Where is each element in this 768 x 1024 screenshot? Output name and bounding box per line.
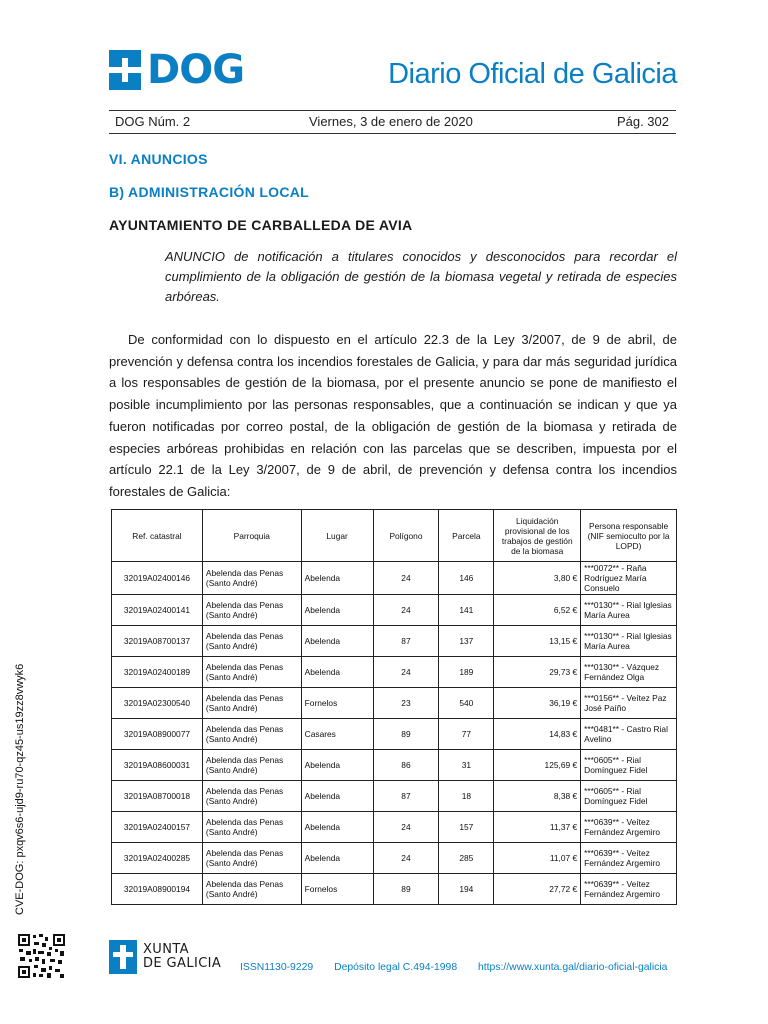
cell-persona: ***0605** - Rial Domínguez Fidel — [581, 781, 677, 812]
cell-parroquia: Abelenda das Penas (Santo André) — [202, 812, 301, 843]
cell-parcela: 137 — [439, 626, 494, 657]
dog-logo — [109, 47, 245, 93]
cell-persona: ***0605** - Rial Domínguez Fidel — [581, 750, 677, 781]
table-row — [112, 781, 677, 812]
cell-lugar: Abelenda — [301, 626, 373, 657]
header-parcela: Parcela — [439, 510, 494, 562]
issue-number: DOG Núm. 2 — [115, 114, 191, 129]
cell-lugar: Abelenda — [301, 657, 373, 688]
cell-poligono: 86 — [373, 750, 439, 781]
cell-parcela: 189 — [439, 657, 494, 688]
cell-ref-catastral: 32019A02400157 — [112, 812, 203, 843]
table-row — [112, 562, 677, 595]
footer-info — [240, 962, 667, 973]
cell-poligono: 89 — [373, 874, 439, 905]
cell-ref-catastral: 32019A08900194 — [112, 874, 203, 905]
cell-poligono: 24 — [373, 843, 439, 874]
table-row — [112, 719, 677, 750]
footer-deposito: Depósito legal C.494-1998 — [334, 962, 458, 973]
cell-liquidacion: 11,07 € — [494, 843, 581, 874]
cell-persona: ***0481** - Castro Rial Avelino — [581, 719, 677, 750]
body-paragraph: De conformidad con lo dispuesto en el artículo 22.3 de la Ley 3/2007, de 9 de abril, de prevención y defensa contra los incendios forestales de Galicia, y para dar más seguridad jurídica a los responsables de gestión de la biomasa, por el presente anuncio se pone de manifiesto el posible incumplimiento por las personas responsables, que a continuación se indican y que ya fueron notificadas por correo postal, de la obligación de gestión de la biomasa y retirada de especies arbóreas prohibidas en relación con las parcelas que se describen, impuesta por el artículo 22.1 de la Ley 3/2007, de 9 de abril, de prevención y defensa contra los incendios forestales de Galicia: — [109, 332, 677, 499]
header-poligono: Polígono — [373, 510, 439, 562]
journal-title: Diario Oficial de Galicia — [388, 58, 677, 90]
cell-persona: ***0130** - Rial Iglesias María Aurea — [581, 595, 677, 626]
xunta-line1: XUNTA — [143, 942, 189, 957]
issue-date: Viernes, 3 de enero de 2020 — [309, 114, 473, 129]
table-row — [112, 843, 677, 874]
cell-ref-catastral: 32019A08700137 — [112, 626, 203, 657]
cell-persona: ***0639** - Veítez Fernández Argemiro — [581, 874, 677, 905]
cell-persona: ***0072** - Raña Rodríguez María Consuelo — [581, 562, 677, 595]
cell-parcela: 141 — [439, 595, 494, 626]
cell-parcela: 18 — [439, 781, 494, 812]
header-parroquia: Parroquia — [202, 510, 301, 562]
cell-parroquia: Abelenda das Penas (Santo André) — [202, 750, 301, 781]
cell-parroquia: Abelenda das Penas (Santo André) — [202, 719, 301, 750]
logo-text: DOG — [147, 47, 245, 93]
cell-liquidacion: 14,83 € — [494, 719, 581, 750]
cell-parcela: 31 — [439, 750, 494, 781]
cell-parcela: 146 — [439, 562, 494, 595]
cell-parroquia: Abelenda das Penas (Santo André) — [202, 688, 301, 719]
cell-lugar: Abelenda — [301, 781, 373, 812]
table-header-row — [112, 510, 677, 562]
cell-lugar: Casares — [301, 719, 373, 750]
page-number: Pág. 302 — [616, 114, 669, 129]
header-lugar: Lugar — [301, 510, 373, 562]
cell-poligono: 24 — [373, 595, 439, 626]
entity-heading: AYUNTAMIENTO DE CARBALLEDA DE AVIA — [109, 217, 413, 233]
parcels-table — [111, 509, 677, 905]
header-top-rule — [109, 110, 676, 111]
cell-parroquia: Abelenda das Penas (Santo André) — [202, 657, 301, 688]
cell-parroquia: Abelenda das Penas (Santo André) — [202, 874, 301, 905]
cell-ref-catastral: 32019A08600031 — [112, 750, 203, 781]
table-row — [112, 750, 677, 781]
cell-ref-catastral: 32019A08700018 — [112, 781, 203, 812]
cell-liquidacion: 11,37 € — [494, 812, 581, 843]
footer-issn: ISSN1130-9229 — [240, 962, 314, 973]
cell-parroquia: Abelenda das Penas (Santo André) — [202, 562, 301, 595]
cell-poligono: 23 — [373, 688, 439, 719]
qr-code-icon — [17, 933, 66, 979]
cell-parcela: 540 — [439, 688, 494, 719]
cell-liquidacion: 27,72 € — [494, 874, 581, 905]
cell-parcela: 157 — [439, 812, 494, 843]
cell-ref-catastral: 32019A02400285 — [112, 843, 203, 874]
announcement-title: ANUNCIO de notificación a titulares conocidos y desconocidos para recordar el cumplimiento de la obligación de gestión de la biomasa vegetal y retirada de especies arbóreas. — [165, 249, 677, 304]
xunta-line2: DE GALICIA — [143, 956, 222, 971]
cell-poligono: 24 — [373, 562, 439, 595]
cell-liquidacion: 3,80 € — [494, 562, 581, 595]
cell-persona: ***0639** - Veítez Fernández Argemiro — [581, 843, 677, 874]
cell-lugar: Abelenda — [301, 812, 373, 843]
section-heading: VI. ANUNCIOS — [109, 151, 208, 167]
cell-persona: ***0130** - Rial Iglesias María Aurea — [581, 626, 677, 657]
table-row — [112, 657, 677, 688]
cell-parroquia: Abelenda das Penas (Santo André) — [202, 595, 301, 626]
cell-lugar: Abelenda — [301, 562, 373, 595]
cell-lugar: Abelenda — [301, 595, 373, 626]
cell-persona: ***0156** - Veítez Paz José Paíño — [581, 688, 677, 719]
footer-url-link[interactable]: https://www.xunta.gal/diario-oficial-galicia — [478, 962, 668, 973]
cell-lugar: Fornelos — [301, 874, 373, 905]
cell-ref-catastral: 32019A02300540 — [112, 688, 203, 719]
cell-liquidacion: 36,19 € — [494, 688, 581, 719]
cell-persona: ***0639** - Veítez Fernández Argemiro — [581, 812, 677, 843]
cell-poligono: 24 — [373, 657, 439, 688]
cell-ref-catastral: 32019A02400189 — [112, 657, 203, 688]
cve-code: CVE-DOG: pxqv6s6-ujd9-ru70-qz45-us19zz8vwyk6 — [14, 663, 26, 915]
cell-lugar: Fornelos — [301, 688, 373, 719]
header-bottom-rule — [109, 133, 676, 134]
cell-ref-catastral: 32019A08900077 — [112, 719, 203, 750]
header-ref-catastral: Ref. catastral — [112, 510, 203, 562]
cell-parroquia: Abelenda das Penas (Santo André) — [202, 626, 301, 657]
table-row — [112, 812, 677, 843]
xunta-logo — [109, 940, 221, 974]
cell-liquidacion: 29,73 € — [494, 657, 581, 688]
cell-parroquia: Abelenda das Penas (Santo André) — [202, 781, 301, 812]
cell-poligono: 24 — [373, 812, 439, 843]
cell-persona: ***0130** - Vázquez Fernández Olga — [581, 657, 677, 688]
cell-poligono: 89 — [373, 719, 439, 750]
subsection-heading: B) ADMINISTRACIÓN LOCAL — [109, 184, 310, 200]
cell-liquidacion: 8,38 € — [494, 781, 581, 812]
cell-lugar: Abelenda — [301, 750, 373, 781]
cell-liquidacion: 13,15 € — [494, 626, 581, 657]
table-row — [112, 595, 677, 626]
cell-parcela: 194 — [439, 874, 494, 905]
table-row — [112, 874, 677, 905]
cell-liquidacion: 6,52 € — [494, 595, 581, 626]
cell-poligono: 87 — [373, 781, 439, 812]
cell-liquidacion: 125,69 € — [494, 750, 581, 781]
cell-lugar: Abelenda — [301, 843, 373, 874]
cell-ref-catastral: 32019A02400141 — [112, 595, 203, 626]
galicia-shield-icon — [109, 50, 141, 90]
cell-parcela: 285 — [439, 843, 494, 874]
header-persona: Persona responsable (NIF semioculto por la LOPD) — [581, 510, 677, 562]
table-row — [112, 626, 677, 657]
table-row — [112, 688, 677, 719]
header-liquidacion: Liquidación provisional de los trabajos de gestión de la biomasa — [494, 510, 581, 562]
cell-parcela: 77 — [439, 719, 494, 750]
cell-ref-catastral: 32019A02400146 — [112, 562, 203, 595]
xunta-shield-icon — [109, 940, 137, 974]
cell-parroquia: Abelenda das Penas (Santo André) — [202, 843, 301, 874]
cell-poligono: 87 — [373, 626, 439, 657]
